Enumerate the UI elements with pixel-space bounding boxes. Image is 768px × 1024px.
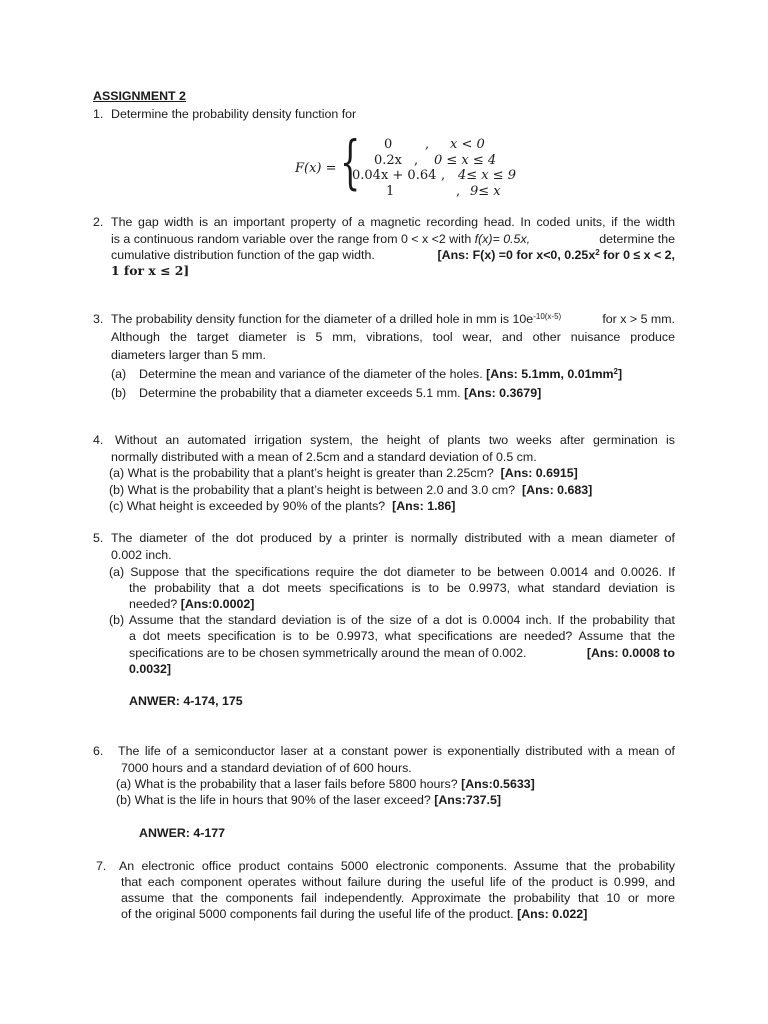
question-7-number: 7. — [96, 859, 107, 873]
question-6-line-1: The life of a semiconductor laser at a constant power is exponentially distributed with a mean of — [118, 744, 675, 758]
q2-line2-text: is a continuous random variable over the range from 0 < x <2 with — [111, 232, 475, 246]
q7-answer: [Ans: 0.022] — [517, 907, 588, 921]
q2-fx-expr: f(x)= 0.5x, — [474, 232, 531, 246]
question-5-line-1: The diameter of the dot produced by a printer is normally distributed with a mean diameter of — [111, 531, 675, 545]
q4-part-c-answer: [Ans: 1.86] — [392, 499, 456, 513]
question-2-line-1: The gap width is an important property of a magnetic recording head. In coded units, if the width — [111, 215, 675, 229]
case-3-condition: 9≤ x — [470, 184, 501, 199]
q6-part-a — [116, 776, 535, 792]
q3-line1-text: The probability density function for the diameter of a drilled hole in mm is 10e — [111, 312, 534, 326]
q3-part-b-answer: [Ans: 0.3679] — [464, 386, 542, 400]
q3-part-a-label: (a) — [111, 367, 127, 381]
question-4-line-1: Without an automated irrigation system, the height of plants two weeks after germination is — [115, 433, 675, 447]
case-3-value: 1 — [386, 184, 395, 199]
fx-label: F(x) = — [295, 161, 337, 176]
q5-part-a-line-3 — [129, 596, 254, 612]
q2-line3-text: cumulative distribution function of the gap width. — [111, 248, 379, 262]
question-2-line-2 — [111, 231, 675, 247]
q7-line4-text: of the original 5000 components fail during the useful life of the product. — [121, 907, 518, 921]
q3-line1-end: for x > 5 mm. — [598, 312, 675, 326]
q4-part-a — [109, 465, 578, 481]
case-1-value: 0.2x — [374, 153, 403, 168]
case-1-sep: , — [414, 153, 419, 168]
q5-part-a-answer: [Ans:0.0002] — [180, 597, 255, 611]
q3-part-b — [139, 385, 541, 401]
question-3-number: 3. — [93, 312, 104, 326]
q6-part-b-answer: [Ans:737.5] — [434, 793, 501, 807]
q4-part-b — [109, 482, 592, 498]
q3-part-a — [139, 366, 622, 382]
q4-part-c-text: (c) What height is exceeded by 90% of the plants? — [109, 499, 393, 513]
q4-part-b-text: (b) What is the probability that a plant’s height is between 2.0 and 3.0 cm? — [109, 483, 523, 497]
assignment-title: ASSIGNMENT 2 — [93, 89, 186, 103]
question-7-line-3: assume that the components fail independently. Approximate the probability that 10 or more — [121, 891, 675, 905]
q5-reference-answer: ANWER: 4-174, 175 — [129, 694, 243, 708]
q3-part-b-label: (b) — [111, 386, 127, 400]
q3-part-a-answer-end: ] — [618, 367, 623, 381]
q5-part-b-line-1: (b) Assume that the standard deviation is of the size of a dot is 0.0004 inch. If the probability that — [109, 613, 675, 627]
q2-answer-superscript: 2 — [595, 248, 600, 257]
q5-part-b-answer: [Ans: 0.0008 to — [586, 646, 675, 660]
question-5-line-2: 0.002 inch. — [111, 548, 172, 562]
case-2-condition: 4≤ x ≤ 9 — [458, 168, 517, 183]
q5-part-b-answer-end: 0.0032] — [129, 662, 172, 676]
case-2-sep: , — [441, 168, 446, 183]
question-6-number: 6. — [93, 744, 104, 758]
question-4-line-2: normally distributed with a mean of 2.5cm and a standard deviation of 0.5 cm. — [111, 450, 537, 464]
q3-part-b-text: Determine the probability that a diameter exceeds 5.1 mm. — [139, 386, 465, 400]
q5-part-a-line-2: the probability that a dot meets specifications is to be 0.9973, what standard deviation is — [129, 581, 675, 595]
q3-part-a-text: Determine the mean and variance of the diameter of the holes. — [139, 367, 487, 381]
q6-part-a-answer: [Ans:0.5633] — [461, 777, 535, 791]
question-1-text: Determine the probability density function for — [111, 107, 357, 121]
case-0-sep: , — [425, 137, 430, 152]
q6-part-b — [116, 792, 501, 808]
q5-part-b-text: specifications are to be chosen symmetrically around the mean of 0.002. — [129, 646, 530, 660]
q4-part-a-answer: [Ans: 0.6915] — [500, 466, 578, 480]
q4-part-b-answer: [Ans: 0.683] — [522, 483, 593, 497]
q5-part-b-line-3 — [129, 645, 675, 661]
q6-part-a-text: (a) What is the probability that a laser fails before 5800 hours? — [116, 777, 462, 791]
q3-part-a-answer: [Ans: 5.1mm, 0.01mm — [486, 367, 614, 381]
q5-part-a-text: needed? — [129, 597, 181, 611]
q5-part-a-line-1: (a) Suppose that the specifications require the dot diameter to be between 0.0014 and 0.0026. If — [109, 565, 675, 579]
q4-part-a-text: (a) What is the probability that a plant’s height is greater than 2.25cm? — [109, 466, 501, 480]
q2-answer-part-1: [Ans: F(x) =0 for x<0, 0.25x — [437, 248, 596, 262]
question-2-number: 2. — [93, 215, 104, 229]
q2-line2-end: determine the — [592, 232, 675, 246]
question-6-line-2: 7000 hours and a standard deviation of of 600 hours. — [121, 761, 412, 775]
question-7-line-2: that each component operates without failure during the useful life of the product is 0.999, and — [121, 875, 675, 889]
question-1-number: 1. — [93, 107, 104, 121]
question-4-number: 4. — [93, 433, 104, 447]
q6-part-b-text: (b) What is the life in hours that 90% of the laser exceed? — [116, 793, 435, 807]
q4-part-c — [109, 498, 455, 514]
q3-exponent: -10(x-5) — [533, 312, 562, 321]
left-brace: { — [340, 128, 361, 196]
question-3-line-2: Although the target diameter is 5 mm, vibrations, tool wear, and other nuisance produce — [111, 330, 675, 344]
q5-part-b-line-2: a dot meets specification is to be 0.9973, what specifications are needed? Assume that the — [129, 629, 675, 643]
question-7-line-4 — [121, 906, 587, 922]
case-0-condition: x < 0 — [450, 137, 485, 152]
q2-answer-part-2: for 0 ≤ x < 2, — [599, 248, 675, 262]
question-3-line-1 — [111, 311, 675, 327]
question-2-line-3 — [111, 247, 675, 263]
question-3-line-3: diameters larger than 5 mm. — [111, 348, 266, 362]
question-7-line-1: An electronic office product contains 5000 electronic components. Assume that the probability — [119, 859, 675, 873]
q2-answer-part-3: 1 for x ≤ 2] — [111, 263, 190, 278]
case-1-condition: 0 ≤ x ≤ 4 — [434, 153, 497, 168]
case-0-value: 0 — [384, 137, 393, 152]
q3-part-a-superscript: 2 — [613, 367, 618, 376]
case-2-value: 0.04x + 0.64 — [352, 168, 437, 183]
case-3-sep: , — [456, 184, 461, 199]
q6-reference-answer: ANWER: 4-177 — [139, 826, 226, 840]
question-5-number: 5. — [93, 531, 104, 545]
